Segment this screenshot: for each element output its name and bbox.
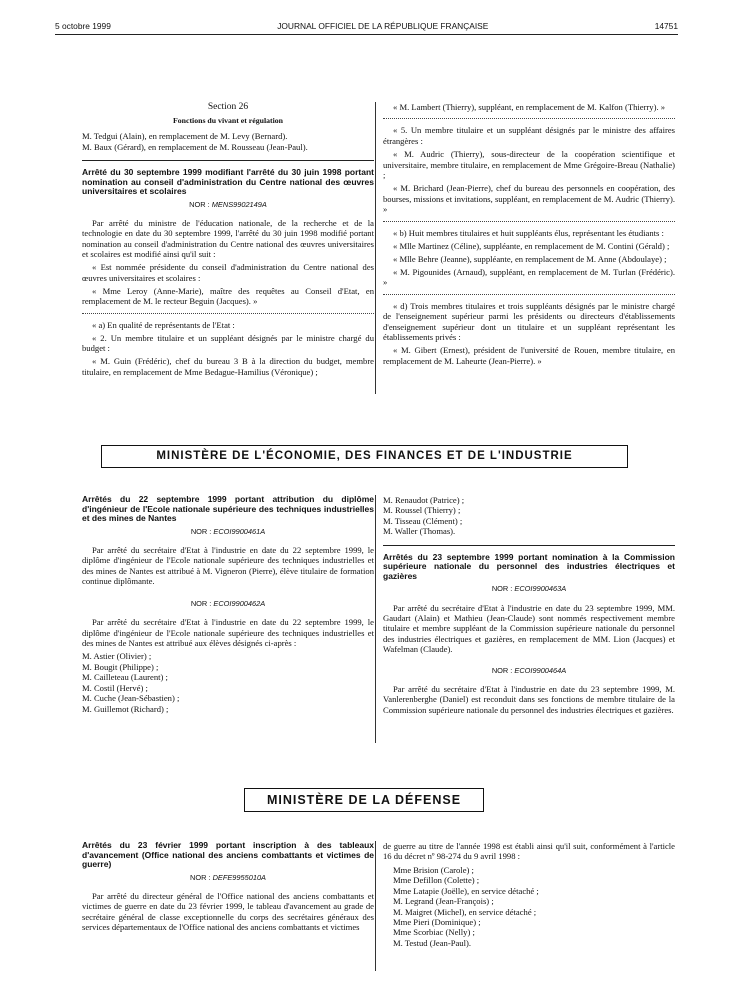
paragraph: « Mme Leroy (Anne-Marie), maître des requêtes au Conseil d'Etat, en remplacement de M. le recteur Beguin (Jacques). » xyxy=(82,285,374,307)
dotted-divider xyxy=(383,118,675,119)
list-item: M. Testud (Jean-Paul). xyxy=(393,937,472,948)
nor-code: MENS9902149A xyxy=(211,199,267,209)
paragraph: « M. Audric (Thierry), sous-directeur de la coopération scientifique et universitaire, membre titulaire, en remplacement de Mme Grégoire-Breau (Nathalie) ; xyxy=(383,149,675,181)
nor-line xyxy=(82,873,374,882)
arrete-title: Arrêtés du 22 septembre 1999 portant attribution du diplôme d'ingénieur de l'Ecole nationale supérieure des techniques industrielles et des mines de Nantes xyxy=(82,494,374,524)
nor-line xyxy=(82,200,374,209)
ministry-banner-text: MINISTÈRE DE LA DÉFENSE xyxy=(266,793,462,807)
paragraph: Par arrêté du secrétaire d'Etat à l'industrie en date du 23 septembre 1999, M. Vanlerenberghe (Daniel) est reconduit dans ses fonctions de membre titulaire de la Commission supérieure nationale du personnel des industries électriques et gazières. xyxy=(383,683,675,715)
list-item: M. Maigret (Michel), en service détaché ; xyxy=(393,906,537,917)
nor-code: ECOI9900463A xyxy=(514,584,567,594)
paragraph: Par arrêté du secrétaire d'Etat à l'industrie en date du 22 septembre 1999, le diplôme d'ingénieur de l'Ecole nationale supérieure des techniques industrielles et des mines de Nantes est attribué aux élèves désignés ci-après : xyxy=(82,617,374,649)
list-item: Mme Pieri (Dominique) ; xyxy=(393,916,481,927)
list-item: Mme Scorbiac (Nelly) ; xyxy=(393,927,475,938)
arrete-title: Arrêtés du 23 septembre 1999 portant nomination à la Commission supérieure nationale du personnel des industries électriques et gazières xyxy=(383,551,675,581)
top-left-column xyxy=(82,102,374,380)
divider xyxy=(82,160,374,161)
header-page-number: 14751 xyxy=(654,21,678,31)
paragraph: « M. Guin (Frédéric), chef du bureau 3 B à la direction du budget, membre titulaire, en remplacement de Mme Bedague-Hamilius (Véronique) ; xyxy=(82,356,374,377)
nor-code: ECOI9900464A xyxy=(514,665,567,675)
paragraph: « 5. Un membre titulaire et un suppléant désignés par le ministre des affaires étrangères : xyxy=(383,125,675,146)
nor-line xyxy=(82,527,374,536)
dotted-divider xyxy=(383,221,675,222)
nor-label: NOR : xyxy=(189,199,210,209)
list-item: M. Astier (Olivier) ; xyxy=(82,651,152,662)
top-right-column xyxy=(383,102,675,369)
paragraph: Par arrêté du secrétaire d'Etat à l'industrie en date du 22 septembre 1999, le diplôme d'ingénieur de l'Ecole nationale supérieure des techniques industrielles et des mines de Nantes est attribué à M. Vigneron (Pierre), élève titulaire de formation continue diplômante. xyxy=(82,544,374,587)
list-item: M. Legrand (Jean-François) ; xyxy=(393,896,494,907)
paragraph: « M. Gibert (Ernest), président de l'université de Rouen, membre titulaire, en remplacement de M. Laheurte (Jean-Pierre). » xyxy=(383,345,675,366)
nor-label: NOR : xyxy=(491,665,513,675)
list-item: M. Renaudot (Patrice) ; xyxy=(383,495,465,505)
paragraph: « 2. Un membre titulaire et un suppléant désignés par le ministre chargé du budget : xyxy=(82,332,374,354)
paragraph: « M. Brichard (Jean-Pierre), chef du bureau des personnels en coopération, des bourses, missions et invitations, suppléant, en remplacement de M. Audric (Thierry). » xyxy=(383,183,675,215)
page-header xyxy=(55,21,678,35)
paragraph: « M. Lambert (Thierry), suppléant, en remplacement de M. Kalfon (Thierry). » xyxy=(393,102,666,112)
nor-code: DEFE9955010A xyxy=(212,872,266,882)
header-journal: JOURNAL OFFICIEL DE LA RÉPUBLIQUE FRANÇAISE xyxy=(277,21,489,31)
paragraph: Par arrêté du secrétaire d'Etat à l'industrie en date du 23 septembre 1999, MM. Gaudart (Alain) et Mathieu (Jean-Claude) sont nommés respectivement membre titulaire et membre suppléant de la Commission supérieure nationale du personnel des industries électriques et gazières, en remplacement de MM. Lion (Jacques) et Wafelman (Claude). xyxy=(383,602,675,655)
subsection-heading: Fonctions du vivant et régulation xyxy=(172,115,284,125)
def-left-column xyxy=(82,841,374,935)
section-line-1: M. Tedgui (Alain), en remplacement de M. Levy (Bernard). xyxy=(82,131,288,142)
list-item: M. Costil (Hervé) ; xyxy=(82,682,148,693)
ministry-banner-economie xyxy=(101,445,628,468)
list-item: Mme Brision (Carole) ; xyxy=(393,864,474,875)
paragraph: de guerre au titre de l'année 1998 est établi ainsi qu'il suit, conformément à l'article 16 du décret nº 98-274 du 9 avril 1998 : xyxy=(383,841,675,862)
nor-code: ECOI9900461A xyxy=(213,526,266,536)
column-rule xyxy=(375,102,376,394)
dotted-divider xyxy=(82,313,374,314)
nor-line xyxy=(82,599,374,608)
nor-line xyxy=(383,666,675,675)
list-item: M. Bougit (Philippe) ; xyxy=(82,661,159,672)
list-item: M. Cuche (Jean-Sébastien) ; xyxy=(82,693,180,704)
nor-label: NOR : xyxy=(189,872,211,882)
paragraph: « M. Pigounides (Arnaud), suppléant, en remplacement de M. Turlan (Frédéric). » xyxy=(383,266,675,288)
list-item: Mme Defillon (Colette) ; xyxy=(393,875,480,886)
column-rule xyxy=(375,841,376,971)
paragraph: « b) Huit membres titulaires et huit suppléants élus, représentant les étudiants : xyxy=(393,227,664,238)
list-item: M. Cailleteau (Laurent) ; xyxy=(82,672,168,683)
nor-label: NOR : xyxy=(190,599,212,609)
list-item: M. Waller (Thomas). xyxy=(383,526,456,537)
paragraph: Par arrêté du ministre de l'éducation nationale, de la recherche et de la technologie en date du 30 septembre 1999, l'arrêté du 30 juin 1998 modifié portant nomination au conseil d'administration du Centre national des œuvres universitaires et scolaires est modifié ainsi qu'il suit : xyxy=(82,217,374,260)
list-item: Mme Latapie (Joëlle), en service détaché ; xyxy=(393,885,539,896)
paragraph: « Est nommée présidente du conseil d'administration du Centre national des œuvres universitaires et scolaires : xyxy=(82,262,374,283)
eco-left-column xyxy=(82,495,374,714)
paragraph: « d) Trois membres titulaires et trois suppléants désignés par le ministre chargé de l'enseignement supérieur parmi les présidents ou directeurs d'établissements d'enseignement supérieur dont un titulaire et un suppléant représentant les établissements privés : xyxy=(383,300,675,343)
paragraph: « Mlle Martinez (Céline), suppléante, en remplacement de M. Contini (Gérald) ; xyxy=(393,240,670,251)
def-right-column xyxy=(383,841,675,948)
nor-code: ECOI9900462A xyxy=(213,599,266,609)
paragraph: Par arrêté du directeur général de l'Office national des anciens combattants et victimes de guerre en date du 23 février 1999, le tableau d'avancement au grade de secrétaire général de classe exceptionnelle du corps des secrétaires généraux des services départementaux de l'Office national des anciens combattants et victimes xyxy=(82,890,374,933)
list-item: M. Roussel (Thierry) ; xyxy=(383,505,461,516)
dotted-divider xyxy=(383,294,675,295)
column-rule xyxy=(375,495,376,743)
list-item: M. Tisseau (Clément) ; xyxy=(383,515,463,526)
header-date: 5 octobre 1999 xyxy=(55,21,111,31)
nor-line xyxy=(383,584,675,593)
list-item: M. Guillemot (Richard) ; xyxy=(82,703,169,714)
arrete-title: Arrêté du 30 septembre 1999 modifiant l'arrêté du 30 juin 1998 portant nomination au conseil d'administration du Centre national des œuvres universitaires et scolaires xyxy=(82,167,374,197)
section-line-2: M. Baux (Gérard), en remplacement de M. Rousseau (Jean-Paul). xyxy=(82,141,308,152)
ministry-banner-text: MINISTÈRE DE L'ÉCONOMIE, DES FINANCES ET DE L'INDUSTRIE xyxy=(156,450,573,462)
nor-label: NOR : xyxy=(190,526,212,536)
nor-label: NOR : xyxy=(491,584,513,594)
ministry-banner-defense xyxy=(244,788,484,812)
divider xyxy=(383,545,675,546)
arrete-title: Arrêtés du 23 février 1999 portant inscription à des tableaux d'avancement (Office national des anciens combattants et victimes de guerre) xyxy=(82,840,374,870)
paragraph: « a) En qualité de représentants de l'Etat : xyxy=(92,319,235,330)
eco-right-column xyxy=(383,495,675,718)
paragraph: « Mlle Behre (Jeanne), suppléante, en remplacement de M. Anne (Abdoulaye) ; xyxy=(393,253,667,264)
section-heading: Section 26 xyxy=(207,102,249,112)
